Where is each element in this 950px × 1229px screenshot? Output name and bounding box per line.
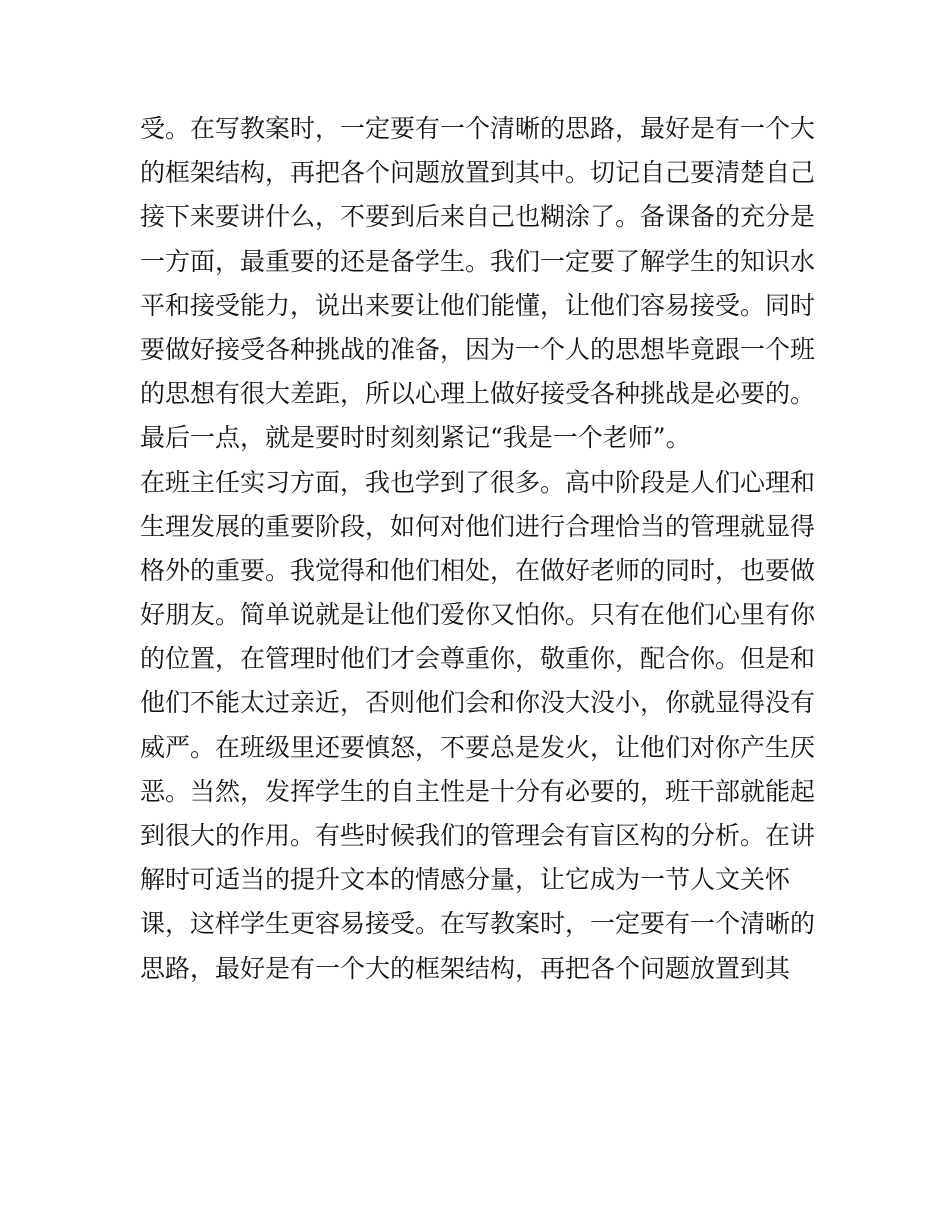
text-line: 恶。当然，发挥学生的自主性是十分有必要的，班干部就能起 bbox=[140, 776, 816, 806]
text-line: 思路，最好是有一个大的框架结构，再把各个问题放置到其 bbox=[140, 953, 791, 983]
text-line: 的思想有很大差距，所以心理上做好接受各种挑战是必要的。 bbox=[140, 379, 816, 409]
text-line: 要做好接受各种挑战的准备，因为一个人的思想毕竟跟一个班 bbox=[140, 334, 816, 364]
text-line: 最后一点，就是要时时刻刻紧记“我是一个老师”。 bbox=[140, 423, 691, 453]
text-line: 他们不能太过亲近，否则他们会和你没大没小，你就显得没有 bbox=[140, 688, 816, 718]
text-line: 平和接受能力，说出来要让他们能懂，让他们容易接受。同时 bbox=[140, 290, 816, 320]
text-line: 到很大的作用。有些时候我们的管理会有盲区构的分析。在讲 bbox=[140, 821, 816, 850]
text-line: 生理发展的重要阶段，如何对他们进行合理恰当的管理就显得 bbox=[140, 511, 816, 541]
text-line: 好朋友。简单说就是让他们爱你又怕你。只有在他们心里有你 bbox=[140, 600, 816, 630]
text-line: 课，这样学生更容易接受。在写教案时，一定要有一个清晰的 bbox=[140, 909, 816, 939]
text-line: 解时可适当的提升文本的情感分量，让它成为一节人文关怀 bbox=[140, 865, 791, 895]
text-line: 威严。在班级里还要慎怒，不要总是发火，让他们对你产生厌 bbox=[140, 732, 816, 762]
text-line: 在班主任实习方面，我也学到了很多。高中阶段是人们心理和 bbox=[140, 467, 816, 497]
text-line: 一方面，最重要的还是备学生。我们一定要了解学生的知识水 bbox=[140, 246, 816, 276]
document-body bbox=[140, 107, 830, 991]
text-line: 的位置，在管理时他们才会尊重你，敬重你，配合你。但是和 bbox=[140, 644, 816, 674]
text-line: 接下来要讲什么，不要到后来自己也糊涂了。备课备的充分是 bbox=[140, 202, 816, 232]
text-line: 格外的重要。我觉得和他们相处，在做好老师的同时，也要做 bbox=[140, 555, 816, 585]
text-line: 受。在写教案时，一定要有一个清晰的思路，最好是有一个大 bbox=[140, 114, 816, 143]
text-line: 的框架结构，再把各个问题放置到其中。切记自己要清楚自己 bbox=[140, 158, 816, 188]
